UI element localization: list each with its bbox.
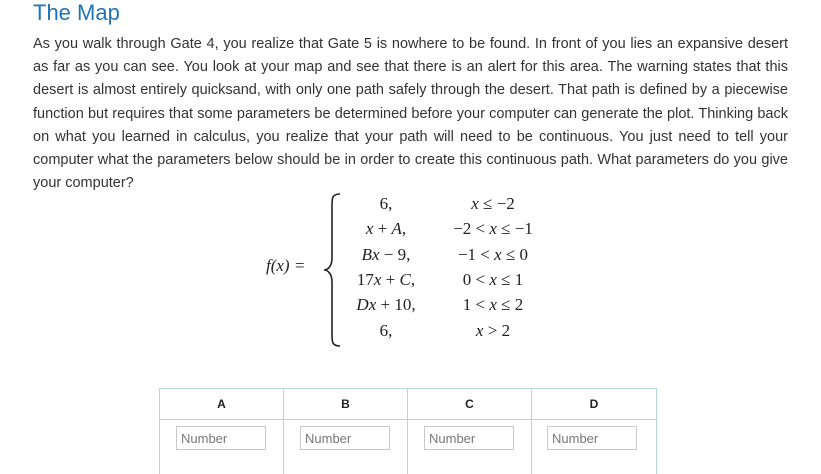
- header-c: C: [407, 388, 532, 420]
- case-cond-6: x > 2: [475, 321, 511, 340]
- piecewise-function: [266, 192, 566, 352]
- case-expr-4: 17x + C,: [356, 270, 416, 289]
- case-expr-2: x + A,: [365, 219, 407, 238]
- input-c[interactable]: [424, 426, 514, 450]
- cell-a: [159, 419, 284, 474]
- answer-table: [159, 388, 657, 474]
- case-cond-2: −2 < x ≤ −1: [453, 219, 533, 238]
- case-expr-1: 6,: [379, 194, 393, 213]
- function-lhs: f(x) =: [266, 256, 306, 275]
- header-a: A: [159, 388, 284, 420]
- cell-c: [407, 419, 532, 474]
- input-a[interactable]: [176, 426, 266, 450]
- input-b[interactable]: [300, 426, 390, 450]
- case-expr-3: Bx − 9,: [361, 245, 411, 264]
- case-cond-4: 0 < x ≤ 1: [462, 270, 524, 289]
- case-cond-5: 1 < x ≤ 2: [462, 295, 524, 314]
- cell-d: [531, 419, 657, 474]
- case-cond-3: −1 < x ≤ 0: [457, 245, 529, 264]
- problem-paragraph: As you walk through Gate 4, you realize that Gate 5 is nowhere to be found. In front of you lies an expansive desert as far as you can see. You look at your map and see that there is an alert for this area. The warning states that this desert is almost entirely quicksand, with only one path safely through the desert. That path is defined by a piecewise function but requires that some parameters be determined before your computer can generate the plot. Thinking back on what you learned in calculus, you realize that your path will need to be continuous. You just need to tell your computer what the parameters below should be in order to create this continuous path. What parameters do you give your computer?: [33, 36, 788, 192]
- case-expr-5: Dx + 10,: [356, 295, 416, 314]
- header-d: D: [531, 388, 657, 420]
- case-expr-6: 6,: [379, 321, 393, 340]
- cell-b: [283, 419, 408, 474]
- header-b: B: [283, 388, 408, 420]
- left-brace: [322, 192, 344, 348]
- case-cond-1: x ≤ −2: [471, 194, 515, 213]
- page-title: The Map: [33, 0, 120, 25]
- input-d[interactable]: [547, 426, 637, 450]
